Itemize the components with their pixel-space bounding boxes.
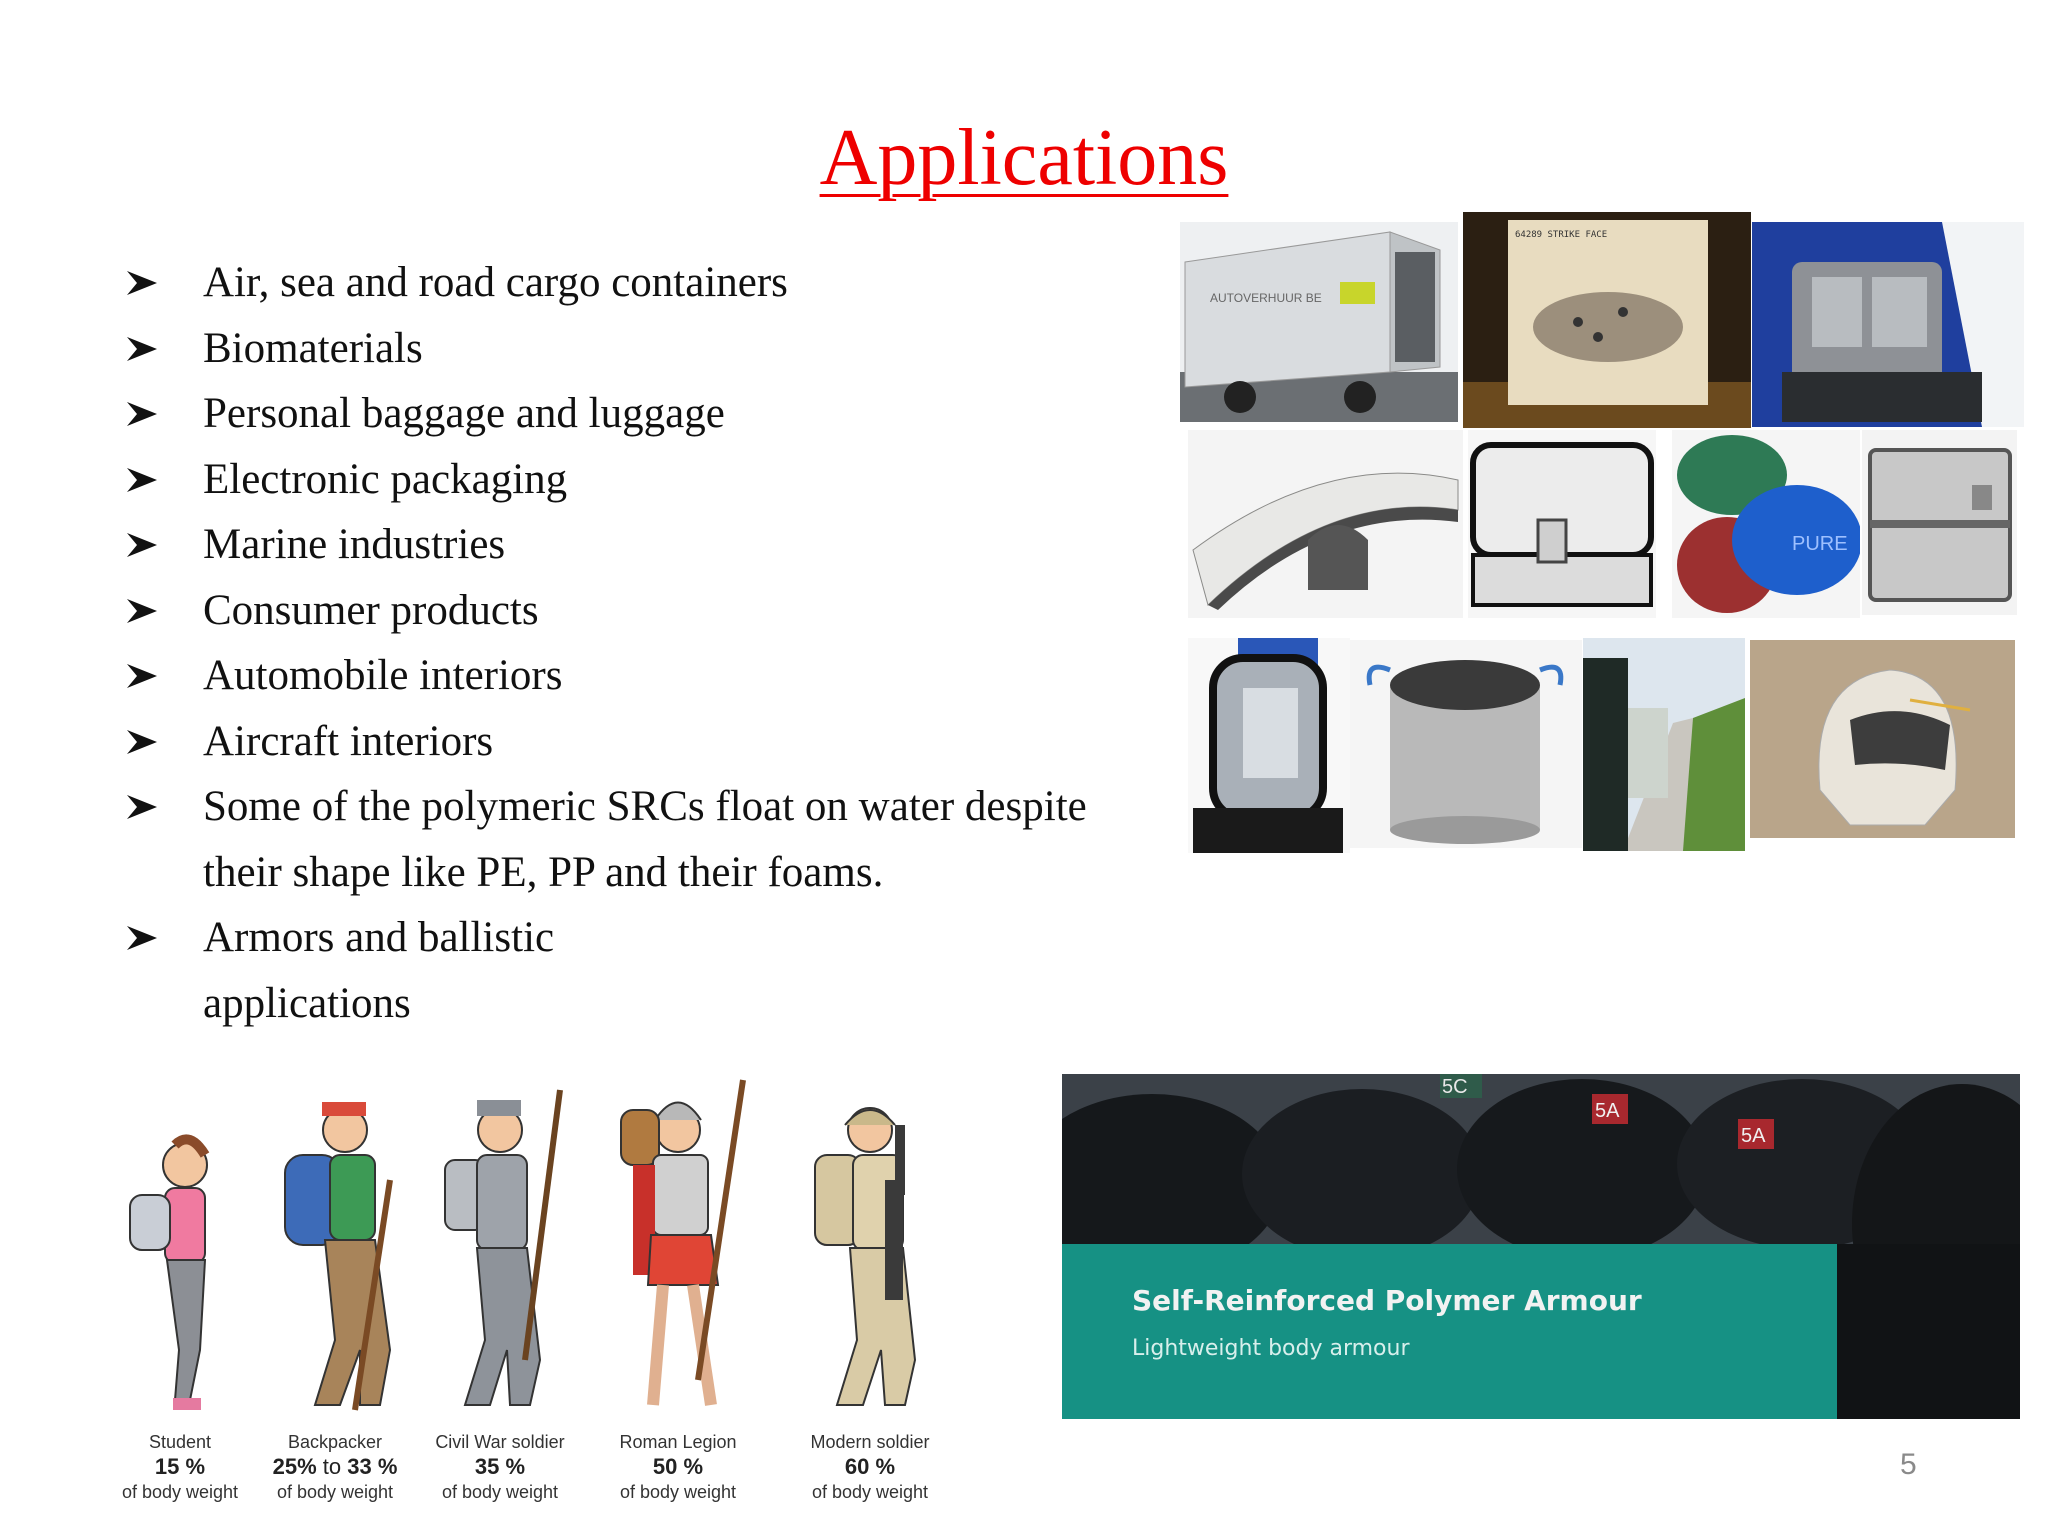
bullet-text: Automobile interiors (203, 652, 563, 699)
arrow-bullet-icon (125, 532, 159, 558)
bullet-text: Air, sea and road cargo containers (203, 259, 788, 306)
student-figure (95, 1070, 265, 1510)
badge-5a: 5A (1595, 1100, 1620, 1122)
metal-case-photo (1862, 430, 2017, 615)
arrow-bullet-icon (125, 925, 159, 951)
aluminum-case-photo (1468, 430, 1656, 618)
hard-hats-photo (1672, 430, 1860, 618)
bullet-item (125, 643, 1165, 709)
bullet-item (125, 774, 1165, 905)
roman-legionary-icon (593, 1070, 763, 1430)
bullet-item (125, 447, 1165, 513)
banner-subheading: Lightweight body armour (1132, 1336, 1410, 1361)
figure-name: Civil War soldier (435, 1432, 565, 1452)
arrow-bullet-icon (125, 729, 159, 755)
helmet-label: PURE (1792, 533, 1848, 555)
bullet-item (125, 709, 1165, 775)
figure-name: Roman Legion (619, 1432, 737, 1452)
bullet-item (125, 905, 1165, 1036)
ballistic-board-photo (1463, 212, 1751, 428)
fence-path-photo (1583, 638, 1745, 851)
bullet-list (125, 250, 1165, 1036)
arrow-bullet-icon (125, 794, 159, 820)
figure-percent: 60 % (844, 1454, 896, 1479)
bullet-text: Aircraft interiors (203, 717, 494, 765)
van-interior-photo (1752, 222, 2024, 427)
arrow-bullet-icon (125, 401, 159, 427)
modern-soldier-figure (785, 1070, 955, 1510)
board-note: 64289 STRIKE FACE (1515, 230, 1608, 240)
figure-name: Modern soldier (810, 1432, 930, 1452)
figure-of-body-weight: of body weight (811, 1482, 929, 1502)
arrow-bullet-icon (125, 663, 159, 689)
bullet-item (125, 381, 1165, 447)
bullet-item (125, 250, 1165, 316)
civil-war-soldier-icon (415, 1070, 585, 1430)
carry-weight-illustration (95, 1070, 965, 1510)
banner-heading: Self-Reinforced Polymer Armour (1132, 1284, 1642, 1317)
cylinder-container-photo (1350, 640, 1582, 848)
figure-percent: 25% to 33 % (272, 1454, 398, 1479)
backpacker-icon (250, 1070, 420, 1430)
civil-war-soldier-figure (415, 1070, 585, 1510)
figure-of-body-weight: of body weight (276, 1482, 394, 1502)
backpacker-figure (250, 1070, 420, 1510)
bullet-text: Consumer products (203, 586, 539, 634)
arrow-bullet-icon (125, 467, 159, 493)
bullet-item (125, 512, 1165, 578)
truck-label: AUTOVERHUUR BE (1210, 291, 1322, 305)
figure-percent: 15 % (154, 1454, 206, 1479)
figure-of-body-weight: of body weight (441, 1482, 559, 1502)
badge-5c: 5C (1442, 1076, 1468, 1098)
bullet-text: Personal baggage and luggage (203, 390, 725, 437)
student-icon (95, 1070, 265, 1430)
bullet-text: Some of the polymeric SRCs float on water despite (203, 783, 1087, 830)
cargo-truck-photo (1180, 222, 1458, 422)
backpack-photo (1188, 638, 1350, 853)
bullet-continuation: their shape like PE, PP and their foams. (203, 848, 884, 896)
roman-legion-figure (593, 1070, 763, 1510)
figure-name: Student (148, 1432, 212, 1452)
bullet-text: Biomaterials (203, 324, 423, 372)
modern-soldier-icon (785, 1070, 955, 1430)
page-number: 5 (1900, 1448, 1917, 1481)
figure-percent: 35 % (474, 1454, 526, 1479)
arrow-bullet-icon (125, 336, 159, 362)
bullet-text: Armors and ballistic (203, 914, 555, 961)
figure-of-body-weight: of body weight (619, 1482, 737, 1502)
face-shield-helmet-photo (1750, 640, 2015, 838)
bullet-item (125, 316, 1165, 382)
armour-banner (1062, 1074, 2020, 1419)
arrow-bullet-icon (125, 598, 159, 624)
banner-band (1062, 1244, 1837, 1419)
composite-panel-photo (1188, 430, 1463, 618)
bullet-text: Electronic packaging (203, 455, 568, 503)
slide-title: Applications (819, 114, 1229, 202)
arrow-bullet-icon (125, 270, 159, 296)
bullet-item (125, 578, 1165, 644)
bullet-text: Marine industries (203, 521, 506, 568)
figure-name: Backpacker (287, 1432, 383, 1452)
figure-percent: 50 % (652, 1454, 704, 1479)
figure-of-body-weight: of body weight (121, 1482, 239, 1502)
badge-5a: 5A (1741, 1125, 1766, 1147)
bullet-continuation: applications (203, 979, 411, 1027)
